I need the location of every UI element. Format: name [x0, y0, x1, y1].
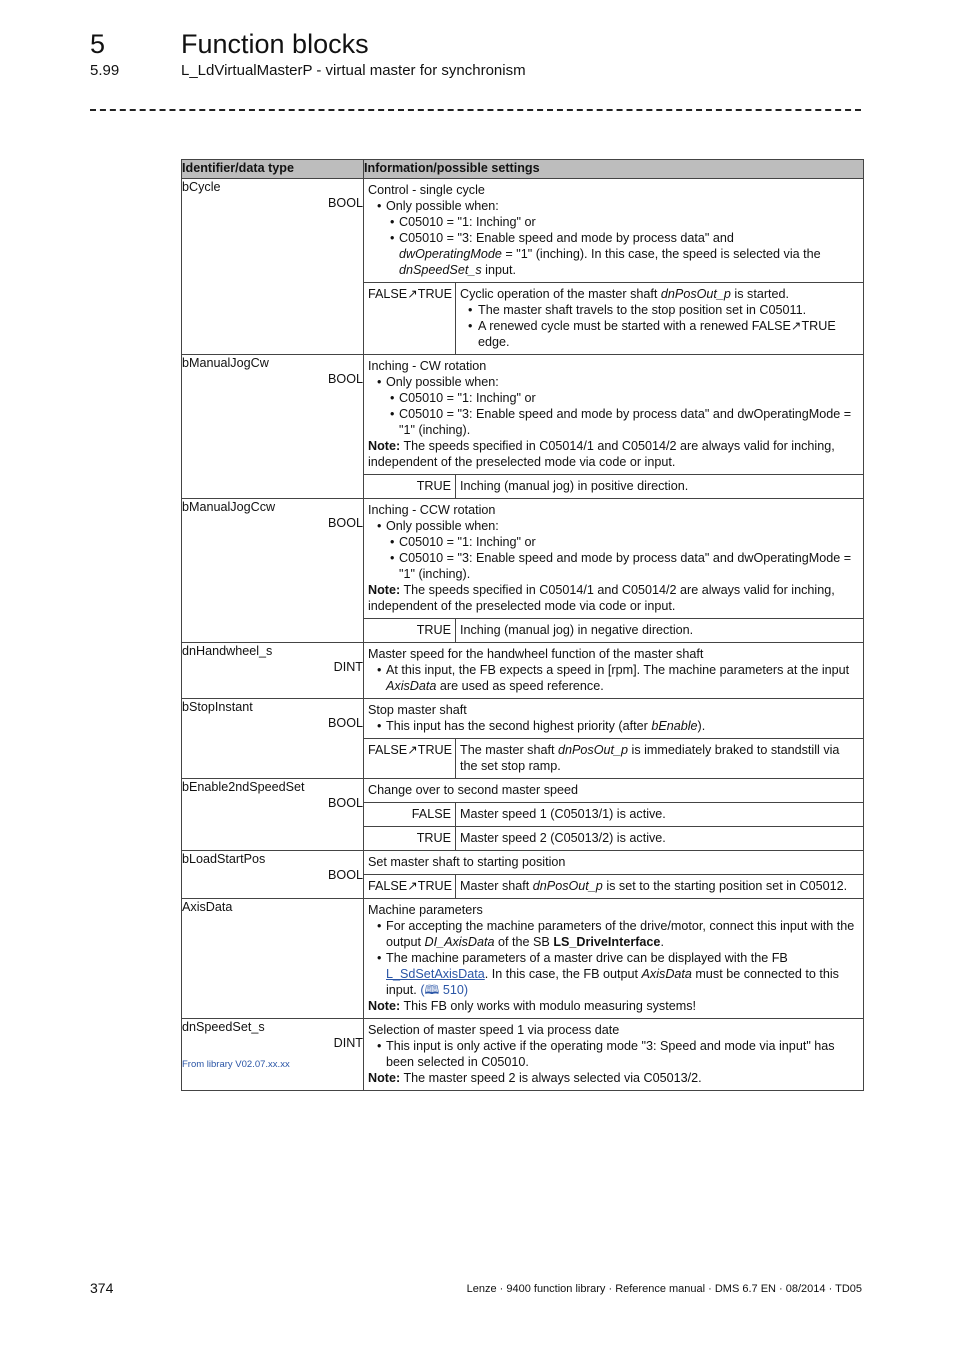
table-row-bstopinstant [182, 699, 864, 779]
document-info: Lenze · 9400 function library · Reference manual · DMS 6.7 EN · 08/2014 · TD05 [466, 1283, 862, 1295]
value-subtable [364, 618, 863, 642]
information-cell [364, 699, 864, 779]
information-cell [364, 643, 864, 699]
identifier-cell [182, 1019, 364, 1091]
bullet-item: • At this input, the FB expects a speed in [rpm]. The machine parameters at the input AxisData are used as speed reference. [368, 662, 859, 694]
value-subtable [364, 874, 863, 898]
identifier-cell [182, 355, 364, 499]
sub-bullet-item: • C05010 = "1: Inching" or [368, 534, 859, 550]
identifier-cell [182, 699, 364, 779]
column-header-identifier: Identifier/data type [182, 160, 364, 179]
page-reference-link[interactable]: (🕮 510) [420, 983, 469, 997]
value-subtable [364, 802, 863, 850]
value-key: TRUE [364, 619, 456, 643]
identifier-cell [182, 779, 364, 851]
information-cell [364, 355, 864, 499]
bullet-item: • The master shaft travels to the stop position set in C05011. [460, 302, 859, 318]
bullet-item: • Only possible when: [368, 374, 859, 390]
identifier-cell [182, 643, 364, 699]
identifier-name: bEnable2ndSpeedSet [182, 780, 305, 794]
table-row-bmanualjogccw [182, 499, 864, 643]
value-description: Master speed 2 (C05013/2) is active. [456, 827, 864, 851]
parameter-table [181, 159, 864, 1091]
table-row-bmanualjogcw [182, 355, 864, 499]
identifier-name: bManualJogCw [182, 356, 269, 370]
value-subtable [364, 282, 863, 354]
identifier-name: bLoadStartPos [182, 852, 266, 866]
data-type: BOOL [328, 196, 363, 210]
information-cell [364, 899, 864, 1019]
data-type: DINT [333, 660, 363, 674]
data-type: BOOL [328, 716, 363, 730]
sub-bullet-item: • C05010 = "3: Enable speed and mode by process data" and dwOperatingMode = "1" (inching). [368, 550, 859, 582]
identifier-name: dnHandwheel_s [182, 644, 273, 658]
value-key: FALSE↗TRUE [364, 283, 456, 355]
sub-bullet-item: • C05010 = "3: Enable speed and mode by process data" and dwOperatingMode = "1" (inching). [368, 406, 859, 438]
table-row-bcycle [182, 179, 864, 355]
identifier-cell [182, 899, 364, 1019]
value-key: FALSE↗TRUE [364, 875, 456, 899]
information-cell [364, 499, 864, 643]
value-description: Inching (manual jog) in positive direction. [456, 475, 864, 499]
info-title: Inching - CCW rotation [368, 503, 496, 517]
table-row-dnspeedset [182, 1019, 864, 1091]
value-description: Cyclic operation of the master shaft dnPosOut_p is started. • The master shaft travels to the stop position set in C05011. • A renewed cycle must be started with a renewed FALSE↗TRUE edge. [456, 283, 864, 355]
bullet-item: • For accepting the machine parameters of the drive/motor, connect this input with the output DI_AxisData of the SB LS_DriveInterface. [368, 918, 859, 950]
bullet-item: • This input has the second highest priority (after bEnable). [368, 718, 859, 734]
section-title: L_LdVirtualMasterP - virtual master for synchronism [181, 62, 526, 79]
header-divider [90, 109, 861, 111]
sub-bullet-item: • C05010 = "1: Inching" or [368, 390, 859, 406]
note: Note: The speeds specified in C05014/1 and C05014/2 are always valid for inching, independent of the preselected mode via code or input. [368, 439, 835, 469]
bullet-item: • Only possible when: [368, 198, 859, 214]
note: Note: The master speed 2 is always selected via C05013/2. [368, 1071, 702, 1085]
info-title: Stop master shaft [368, 703, 467, 717]
sub-bullet-item: • C05010 = "1: Inching" or [368, 214, 859, 230]
value-description: Inching (manual jog) in negative direction. [456, 619, 864, 643]
value-description: The master shaft dnPosOut_p is immediately braked to standstill via the set stop ramp. [456, 739, 864, 779]
section-number: 5.99 [90, 62, 120, 79]
l-sdsetaxisdata-link[interactable]: L_SdSetAxisData [386, 967, 485, 981]
identifier-cell [182, 499, 364, 643]
data-type: BOOL [328, 796, 363, 810]
identifier-name: dnSpeedSet_s [182, 1020, 265, 1034]
info-title: Machine parameters [368, 903, 483, 917]
value-key: TRUE [364, 827, 456, 851]
identifier-cell [182, 851, 364, 899]
bullet-item: • The machine parameters of a master drive can be displayed with the FB L_SdSetAxisData. In this case, the FB output AxisData must be connected to this input. (🕮 510) [368, 950, 859, 998]
value-description: Master speed 1 (C05013/1) is active. [456, 803, 864, 827]
chapter-number: 5 [90, 29, 106, 59]
data-type: DINT [333, 1036, 363, 1050]
table-header-row [182, 160, 864, 179]
page-number: 374 [90, 1280, 114, 1296]
bullet-item: • A renewed cycle must be started with a renewed FALSE↗TRUE edge. [460, 318, 859, 350]
bullet-item: • Only possible when: [368, 518, 859, 534]
info-title: Selection of master speed 1 via process date [368, 1023, 620, 1037]
value-key: TRUE [364, 475, 456, 499]
information-cell [364, 779, 864, 851]
identifier-cell [182, 179, 364, 355]
information-cell [364, 179, 864, 355]
table-row-axisdata [182, 899, 864, 1019]
column-header-information: Information/possible settings [364, 160, 864, 179]
value-key: FALSE [364, 803, 456, 827]
info-title: Set master shaft to starting position [368, 855, 566, 869]
table-row-bloadstartpos [182, 851, 864, 899]
identifier-name: bCycle [182, 180, 221, 194]
value-description: Master shaft dnPosOut_p is set to the starting position set in C05012. [456, 875, 864, 899]
identifier-name: bManualJogCcw [182, 500, 276, 514]
info-title: Change over to second master speed [368, 783, 579, 797]
bullet-item: • This input is only active if the operating mode "3: Speed and mode via input" has been selected in C05010. [368, 1038, 859, 1070]
information-cell [364, 1019, 864, 1091]
information-cell [364, 851, 864, 899]
data-type: BOOL [328, 516, 363, 530]
info-title: Control - single cycle [368, 183, 485, 197]
value-subtable [364, 738, 863, 778]
info-title: Master speed for the handwheel function of the master shaft [368, 647, 704, 661]
data-type: BOOL [328, 868, 363, 882]
table-row-dnhandwheel [182, 643, 864, 699]
note: Note: This FB only works with modulo measuring systems! [368, 999, 697, 1013]
chapter-title: Function blocks [181, 29, 369, 59]
value-subtable [364, 474, 863, 498]
library-version-note: From library V02.07.xx.xx [182, 1059, 290, 1070]
identifier-name: AxisData [182, 900, 233, 914]
value-key: FALSE↗TRUE [364, 739, 456, 779]
info-title: Inching - CW rotation [368, 359, 487, 373]
sub-bullet-item: • C05010 = "3: Enable speed and mode by process data" and dwOperatingMode = "1" (inching). In this case, the speed is selected via the dnSpeedSet_s input. [368, 230, 859, 278]
identifier-name: bStopInstant [182, 700, 253, 714]
data-type: BOOL [328, 372, 363, 386]
note: Note: The speeds specified in C05014/1 and C05014/2 are always valid for inching, independent of the preselected mode via code or input. [368, 583, 835, 613]
table-row-benable2ndspeedset [182, 779, 864, 851]
